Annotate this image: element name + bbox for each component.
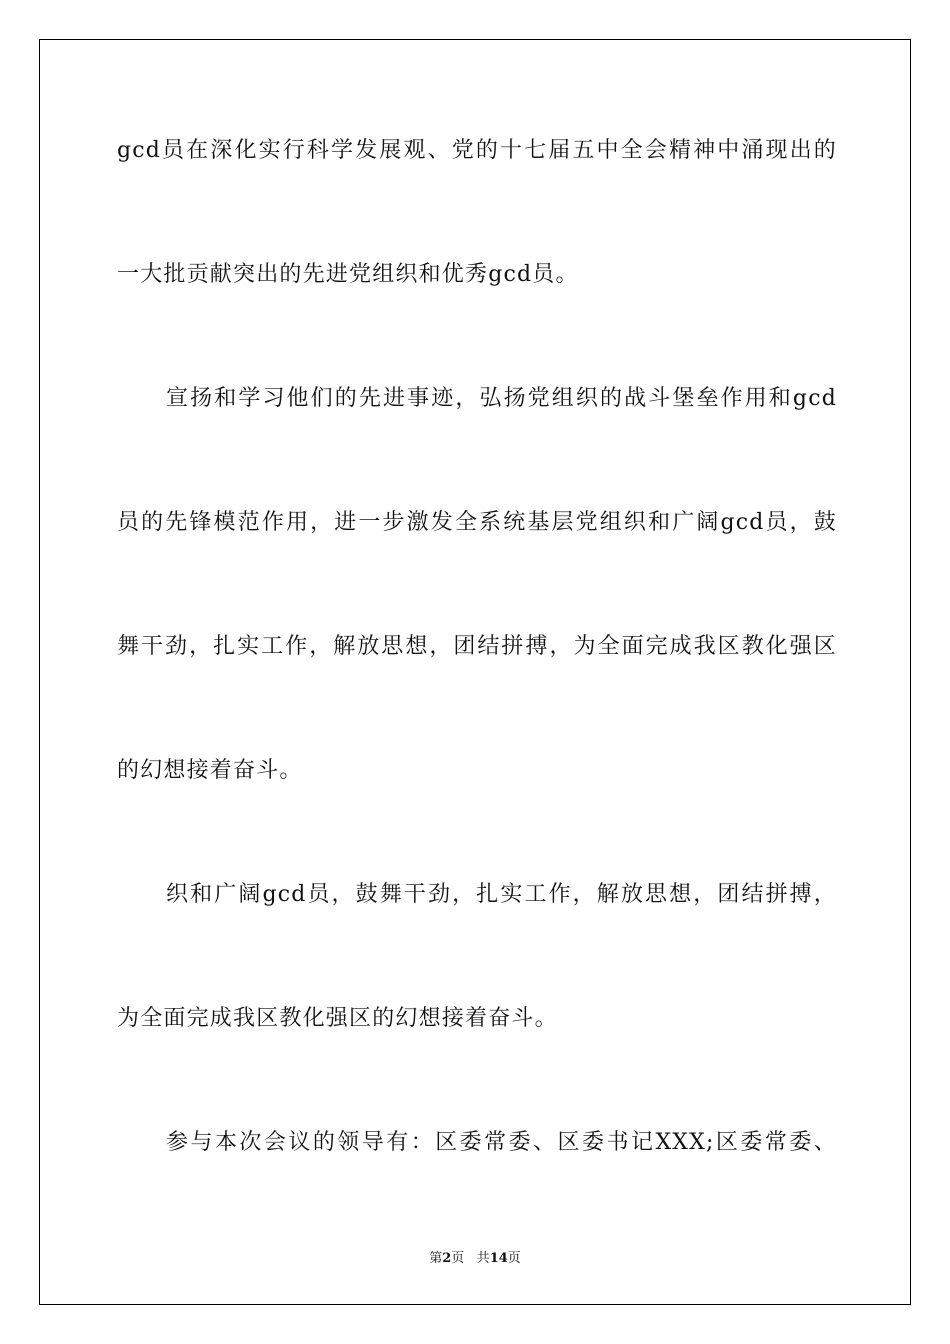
footer-page-suffix: 页 xyxy=(451,1251,465,1266)
text-line-6: 的幻想接着奋斗。 xyxy=(117,758,303,783)
page-border xyxy=(39,39,911,1305)
footer-total-prefix: 共 xyxy=(476,1251,490,1266)
text-line-3: 宣扬和学习他们的先进事迹，弘扬党组织的战斗堡垒作用和gcd xyxy=(166,386,837,411)
footer-page-prefix: 第 xyxy=(429,1251,443,1266)
text-line-9: 参与本次会议的领导有：区委常委、区委书记XXX;区委常委、 xyxy=(166,1130,837,1155)
footer-page-number: 2 xyxy=(442,1251,452,1266)
text-line-1: gcd员在深化实行科学发展观、党的十七届五中全会精神中涌现出的 xyxy=(117,138,837,163)
text-line-5: 舞干劲，扎实工作，解放思想，团结拼搏，为全面完成我区教化强区 xyxy=(117,634,837,659)
text-line-8: 为全面完成我区教化强区的幻想接着奋斗。 xyxy=(117,1006,558,1031)
page-footer xyxy=(0,1247,950,1266)
text-line-2: 一大批贡献突出的先进党组织和优秀gcd员。 xyxy=(117,262,579,287)
footer-total-suffix: 页 xyxy=(507,1251,521,1266)
text-line-7: 织和广阔gcd员，鼓舞干劲，扎实工作，解放思想，团结拼搏， xyxy=(166,882,837,907)
footer-total-pages: 14 xyxy=(489,1251,508,1266)
text-line-4: 员的先锋模范作用，进一步激发全系统基层党组织和广阔gcd员，鼓 xyxy=(117,510,837,535)
